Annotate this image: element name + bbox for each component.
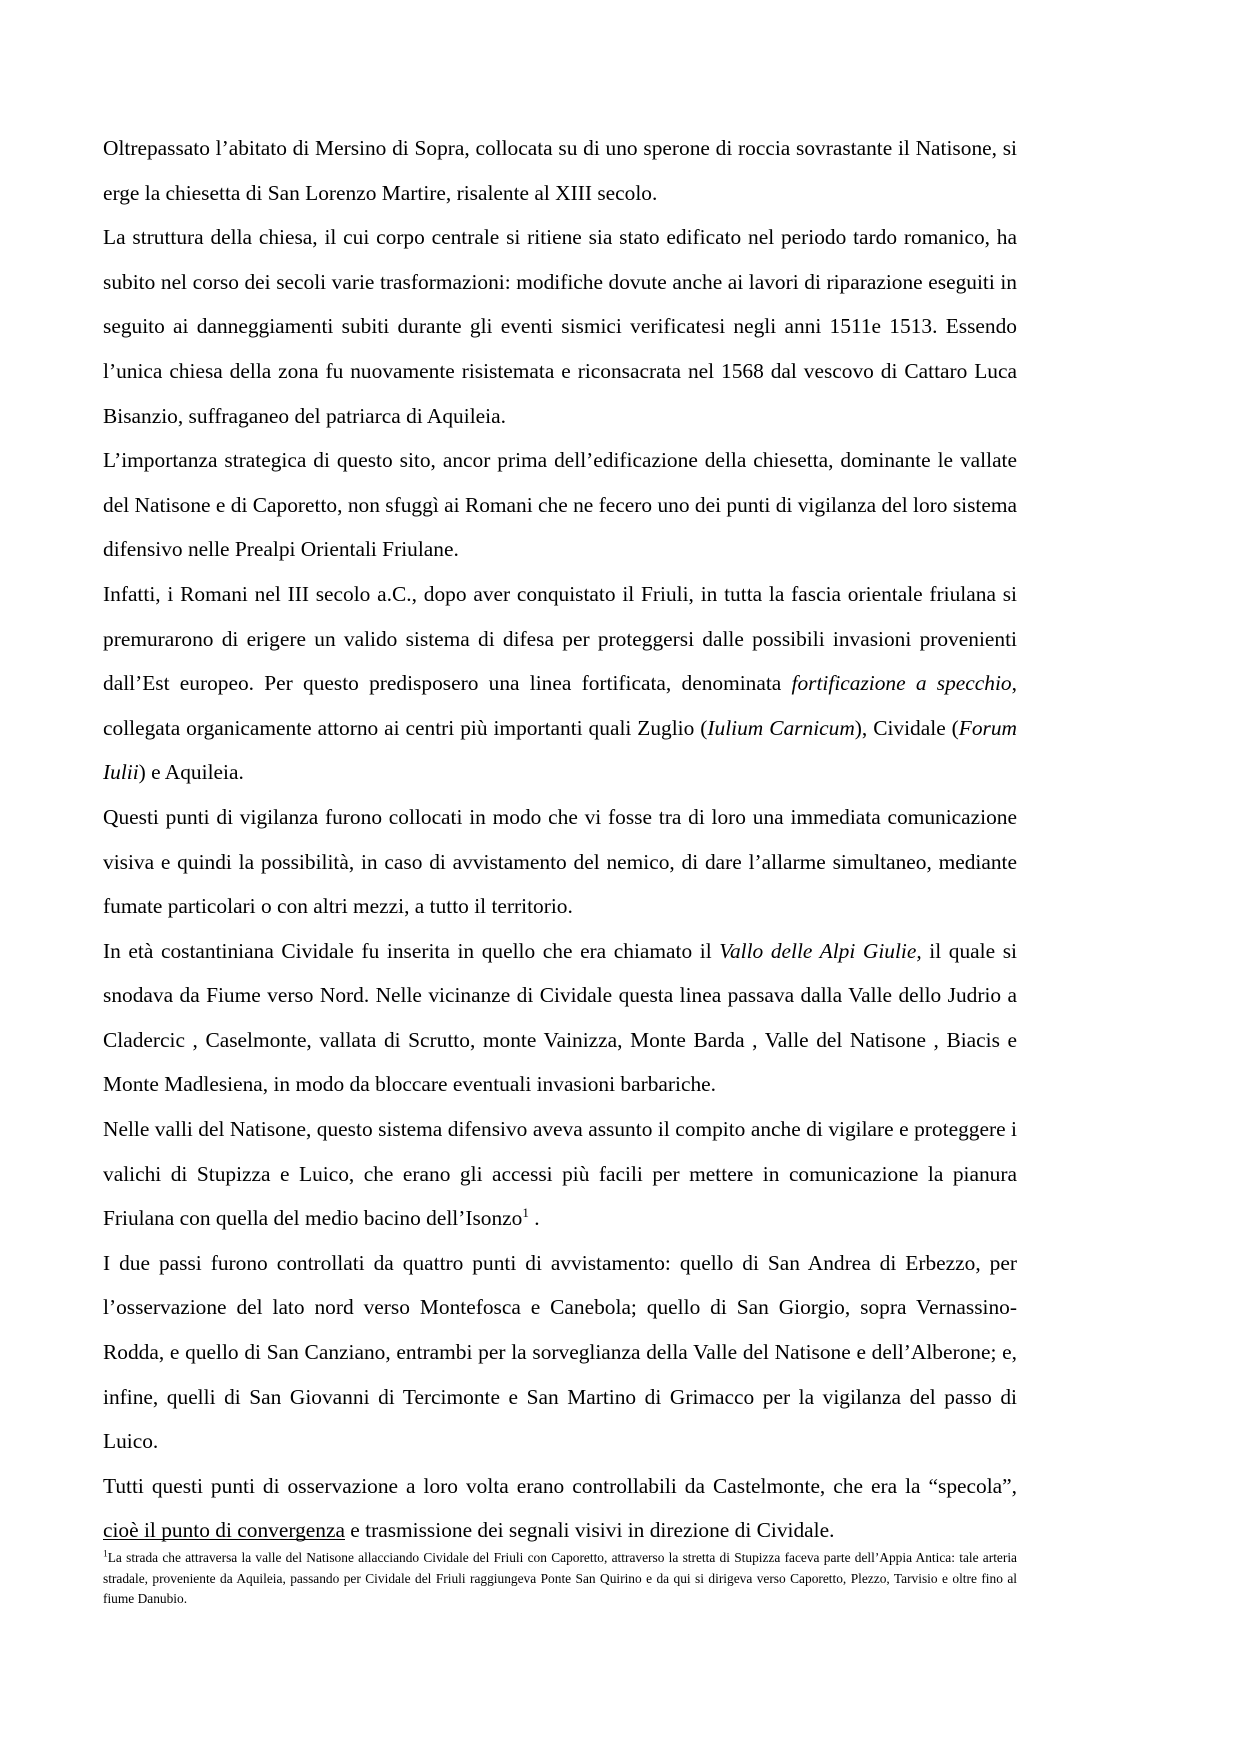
text-run: I due passi furono controllati da quattro punti di avvistamento: quello di San Andrea di Erbezzo, per l’osservazione del lato nord verso Montefosca e Canebola; quello di San Giorgio, sopra Vernassino-Rodda, e quello di San Canziano, entrambi per la sorveglianza della Valle del Natisone e dell’Alberone; e, infine, quelli di San Giovanni di Tercimonte e San Martino di Grimacco per la vigilanza del passo di Luico. bbox=[103, 1250, 1017, 1454]
italic-term: Iulium Carnicum bbox=[707, 715, 855, 740]
text-run: Oltrepassato l’abitato di Mersino di Sopra, collocata su di uno sperone di roccia sovrastante il Natisone, si erge la chiesetta di San Lorenzo Martire, risalente al XIII secolo. bbox=[103, 136, 1017, 205]
text-run: L’importanza strategica di questo sito, ancor prima dell’edificazione della chiesetta, dominante le vallate del Natisone e di Caporetto, non sfuggì ai Romani che ne fecero uno dei punti di vigilanza del loro sistema difensivo nelle Prealpi Orientali Friulane. bbox=[103, 448, 1017, 562]
footnote-area bbox=[103, 1539, 1017, 1610]
text-run: Questi punti di vigilanza furono collocati in modo che vi fosse tra di loro una immediata comunicazione visiva e quindi la possibilità, in caso di avvistamento del nemico, di dare l’allarme simultaneo, mediante fumate particolari o con altri mezzi, a tutto il territorio. bbox=[103, 804, 1017, 919]
text-run: In età costantiniana Cividale fu inserita in quello che era chiamato il bbox=[103, 938, 720, 963]
text-run: Tutti questi punti di osservazione a loro volta erano controllabili da Castelmonte, che era la “specola”, cioè il punto di convergenza e trasmissione dei segnali visivi in direzione di Cividale. bbox=[103, 1473, 1017, 1543]
text-run: La struttura della chiesa, il cui corpo centrale si ritiene sia stato edificato nel periodo tardo romanico, ha subito nel corso dei secoli varie trasformazioni: modifiche dovute anche ai lavori di riparazione eseguiti in seguito ai danneggiamenti subiti durante gli eventi sismici verificatesi negli anni 1511e 1513. Essendo l’unica chiesa della zona fu nuovamente risistemata e riconsacrata nel 1568 dal vescovo di Cattaro Luca Bisanzio, suffraganeo del patriarca di Aquileia. bbox=[103, 225, 1017, 428]
footnote-reference[interactable]: 1 bbox=[522, 1205, 529, 1221]
text-run: ) e Aquileia. bbox=[138, 760, 244, 785]
footnote-separator-rule bbox=[103, 1539, 345, 1540]
text-run: . bbox=[528, 1206, 540, 1231]
footnote-body-text: La strada che attraversa la valle del Natisone allacciando Cividale del Friuli con Caporetto, attraverso la stretta di Stupizza faceva parte dell’Appia Antica: tale arteria stradale, proveniente da Aquileia, passando per Cividale del Friuli raggiungeva Ponte San Quirino e da qui si dirigeva verso Caporetto, Plezzo, Tarvisio e oltre fino al fiume Danubio. bbox=[103, 1550, 1017, 1607]
footnote-marker: 1 bbox=[103, 1549, 108, 1560]
footnote-entry bbox=[103, 1548, 1017, 1610]
body-text-column bbox=[103, 126, 1017, 1553]
paragraph bbox=[103, 1241, 1017, 1464]
paragraph bbox=[103, 1107, 1017, 1241]
text-run: Infatti, i Romani nel III secolo a.C., dopo aver conquistato il Friuli, in tutta la fascia orientale friulana si premurarono di erigere un valido sistema di difesa per proteggersi dalle possibili invasioni provenienti dall’Est europeo. Per questo predisposero una linea fortificata, denominata bbox=[103, 581, 1017, 696]
text-run: Nelle valli del Natisone, questo sistema difensivo aveva assunto il compito anche di vigilare e proteggere i valichi di Stupizza e Luico, che erano gli accessi più facili per mettere in comunicazione la pianura Friulana con quella del medio bacino dell’Isonzo bbox=[103, 1117, 1017, 1231]
italic-term: Vallo delle Alpi Giulie, bbox=[719, 938, 922, 963]
paragraph bbox=[103, 572, 1017, 795]
paragraph bbox=[103, 215, 1017, 438]
text-run: ), Cividale ( bbox=[854, 715, 959, 740]
paragraph bbox=[103, 126, 1017, 215]
italic-term: fortificazione a specchio bbox=[791, 671, 1012, 696]
paragraph bbox=[103, 438, 1017, 572]
paragraph bbox=[103, 795, 1017, 929]
text-run: il quale si snodava da Fiume verso Nord. Nelle vicinanze di Cividale questa linea passava dalla Valle dello Judrio a Cladercic , Caselmonte, vallata di Scrutto, monte Vainizza, Monte Barda , Valle del Natisone , Biacis e Monte Madlesiena, in modo da bloccare eventuali invasioni barbariche. bbox=[103, 938, 1017, 1097]
text-run: , collegata organicamente attorno ai centri più importanti quali Zuglio ( bbox=[103, 671, 1017, 740]
italic-term: Forum Iulii bbox=[103, 715, 1017, 785]
paragraph bbox=[103, 929, 1017, 1107]
